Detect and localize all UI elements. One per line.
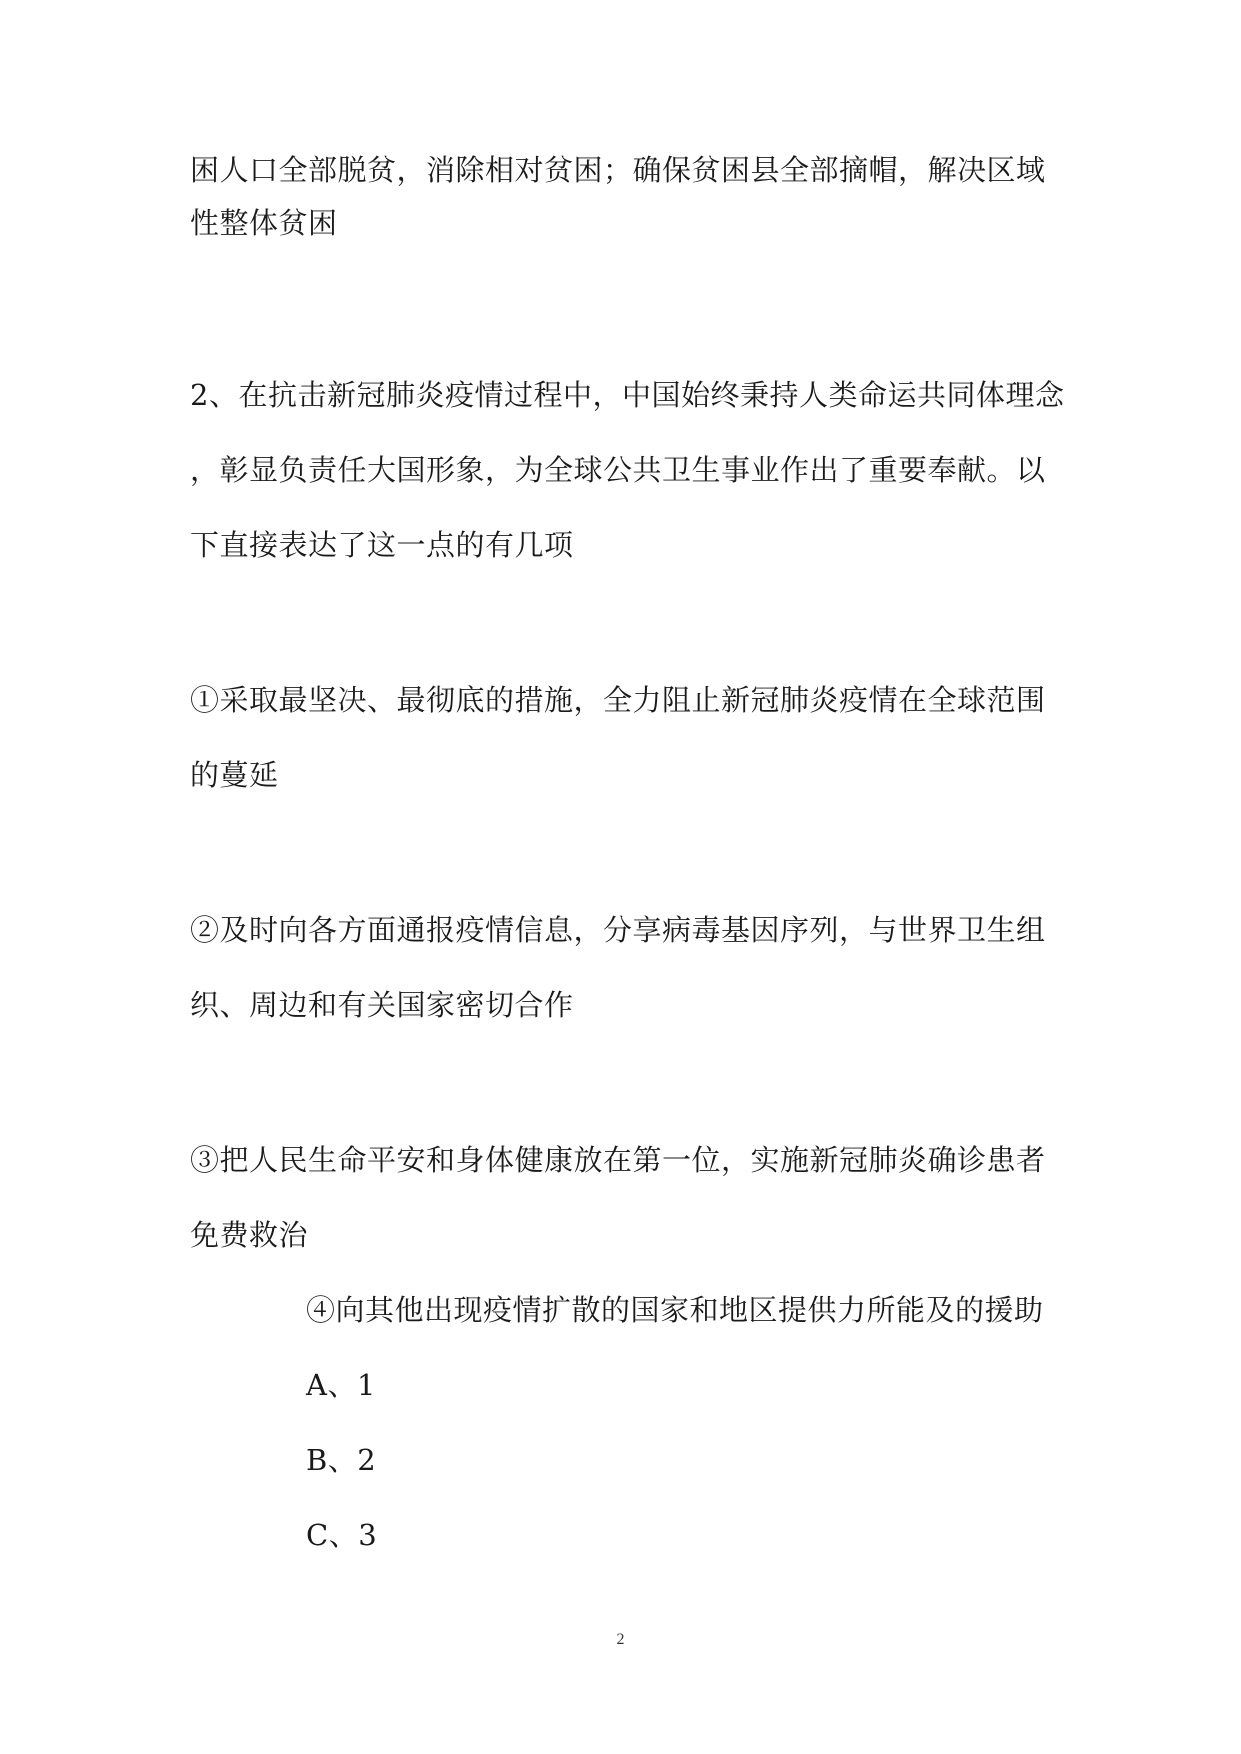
continuation-line-2: 性整体贫困	[190, 206, 338, 240]
question-stem-line-3: 下直接表达了这一点的有几项	[190, 528, 574, 562]
statement-2-line-2: 织、周边和有关国家密切合作	[190, 988, 574, 1022]
question-stem-line-1: 2、在抗击新冠肺炎疫情过程中，中国始终秉持人类命运共同体理念	[190, 378, 1065, 412]
statement-3-line-1: ③把人民生命平安和身体健康放在第一位，实施新冠肺炎确诊患者	[190, 1143, 1046, 1177]
option-a: A、1	[306, 1368, 376, 1402]
option-c: C、3	[306, 1518, 378, 1552]
page-number: 2	[616, 1631, 625, 1648]
question-stem-line-2: ，彰显负责任大国形象，为全球公共卫生事业作出了重要奉献。以	[190, 453, 1046, 487]
statement-3-line-2: 免费救治	[190, 1218, 309, 1252]
option-b: B、2	[306, 1443, 377, 1477]
statement-4-line-1: ④向其他出现疫情扩散的国家和地区提供力所能及的援助	[306, 1293, 1044, 1327]
statement-1-line-2: 的蔓延	[190, 758, 279, 792]
statement-1-line-1: ①采取最坚决、最彻底的措施，全力阻止新冠肺炎疫情在全球范围	[190, 683, 1046, 717]
statement-2-line-1: ②及时向各方面通报疫情信息，分享病毒基因序列，与世界卫生组	[190, 913, 1046, 947]
continuation-line-1: 困人口全部脱贫，消除相对贫困；确保贫困县全部摘帽，解决区域	[190, 153, 1046, 187]
